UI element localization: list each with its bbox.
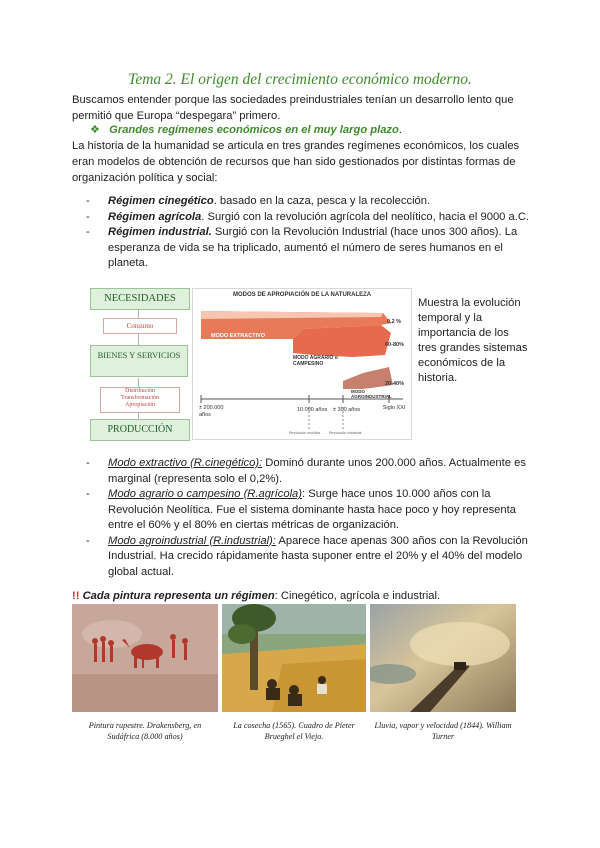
chart-note: Muestra la evolución temporal y la importancia de los tres grandes sistemas económicos de la historia. — [418, 297, 528, 384]
rain-steam-speed-painting-image — [370, 604, 516, 712]
caption-rain-steam-speed: Lluvia, vapor y velocidad (1844). William Turner — [374, 721, 512, 741]
modes-list — [86, 456, 536, 580]
diamond-bullet-icon: ❖ — [90, 124, 101, 136]
x-label-10000: 10.000 años — [297, 407, 328, 413]
list-item: - Régimen agrícola. Surgió con la revolución agrícola del neolítico, hacia el 9000 a.C. — [86, 210, 530, 223]
diagram-goods-box: BIENES Y SERVICIOS — [90, 345, 188, 377]
label-modo-extractivo: MODO EXTRACTIVO — [211, 333, 266, 339]
list-item: - Régimen cinegético. basado en la caza, pesca y la recolección. — [86, 195, 431, 207]
pct-agrario: 60-80% — [385, 342, 404, 348]
paintings-heading: !! Cada pintura representa un régimen: Cinegético, agrícola e industrial. — [72, 590, 441, 602]
list-item: - Régimen industrial. Surgió con la Revolución Industrial (hace unos 300 años). La esperanza de vida se ha triplicado, aumentó el número de seres humanos en el planeta. — [86, 226, 518, 269]
label-modo-agroindustrial: MODO AGROINDUSTRIAL — [351, 389, 392, 399]
regimes-intro-paragraph: La historia de la humanidad se articula en tres grandes regímenes económicos, los cuales eran modelos de obtención de recursos que han sido gestionados por distintas formas de organización política y social: — [72, 140, 520, 184]
list-item: - Modo agroindustrial (R.industrial): Aparece hace apenas 300 años con la Revolución Industrial. Ha crecido rápidamente hasta suponer entre el 20% y el 40% del modelo global actual. — [86, 534, 528, 578]
x-label-200000: ± 200.000 años — [199, 405, 224, 418]
modes-chart — [192, 288, 412, 440]
section-heading-end: . — [398, 124, 402, 136]
area-modo-agrario — [293, 325, 391, 357]
x-label-300: ± 300 años — [333, 407, 361, 413]
diagram-production-box: PRODUCCIÓN — [90, 419, 190, 441]
intro-paragraph: Buscamos entender porque las sociedades preindustriales tenían un desarrollo lento que permitió que Europa “despegara” primero. — [72, 94, 514, 122]
x-label-siglo-xxi: Siglo XXI — [382, 405, 406, 411]
list-item: - Modo agrario o campesino (R.agrícola): Surge hace unos 10.000 años con la Revolución Neolítica. Fue el sistema dominante hasta hace poco y hoy representa entre el 60% y el 80% en ciertas métricas de organización. — [86, 488, 516, 531]
cave-painting-image — [72, 604, 218, 712]
sub-neolitica: Revolución neolítica — [289, 431, 321, 435]
chart-title: MODOS DE APROPIACIÓN DE LA NATURALEZA — [233, 292, 372, 298]
caption-cave-painting: Pintura rupestre. Drakensberg, en Sudáfrica (8.000 años) — [88, 721, 202, 741]
diagram-consumo-box: Consumo — [103, 318, 177, 334]
sub-industrial: Revolución industrial — [329, 431, 362, 435]
regimes-list — [86, 194, 536, 272]
section-heading-text: Grandes regímenes económicos en el muy largo plazo — [109, 124, 399, 136]
page-title: Tema 2. El origen del crecimiento económico moderno. — [128, 71, 472, 88]
caption-harvest: La cosecha (1565). Cuadro de Pieter Brueghel el Viejo. — [233, 721, 355, 741]
double-exclamation-icon: !! — [72, 590, 80, 602]
section-heading — [90, 122, 530, 138]
diagram-processes-box: Distribución Transformación Apropiación — [100, 387, 180, 413]
label-modo-agrario: MODO AGRARIO o CAMPESINO — [293, 355, 338, 367]
pct-agroindustrial: 20-40% — [385, 381, 404, 387]
diagram-needs-box: NECESIDADES — [90, 288, 190, 310]
pct-extractivo: 0,2 % — [387, 319, 402, 325]
harvest-painting-image — [222, 604, 366, 712]
list-item: - Modo extractivo (R.cinegético): Dominó durante unos 200.000 años. Actualmente es marginal (representa solo el 0,2%). — [86, 457, 526, 485]
